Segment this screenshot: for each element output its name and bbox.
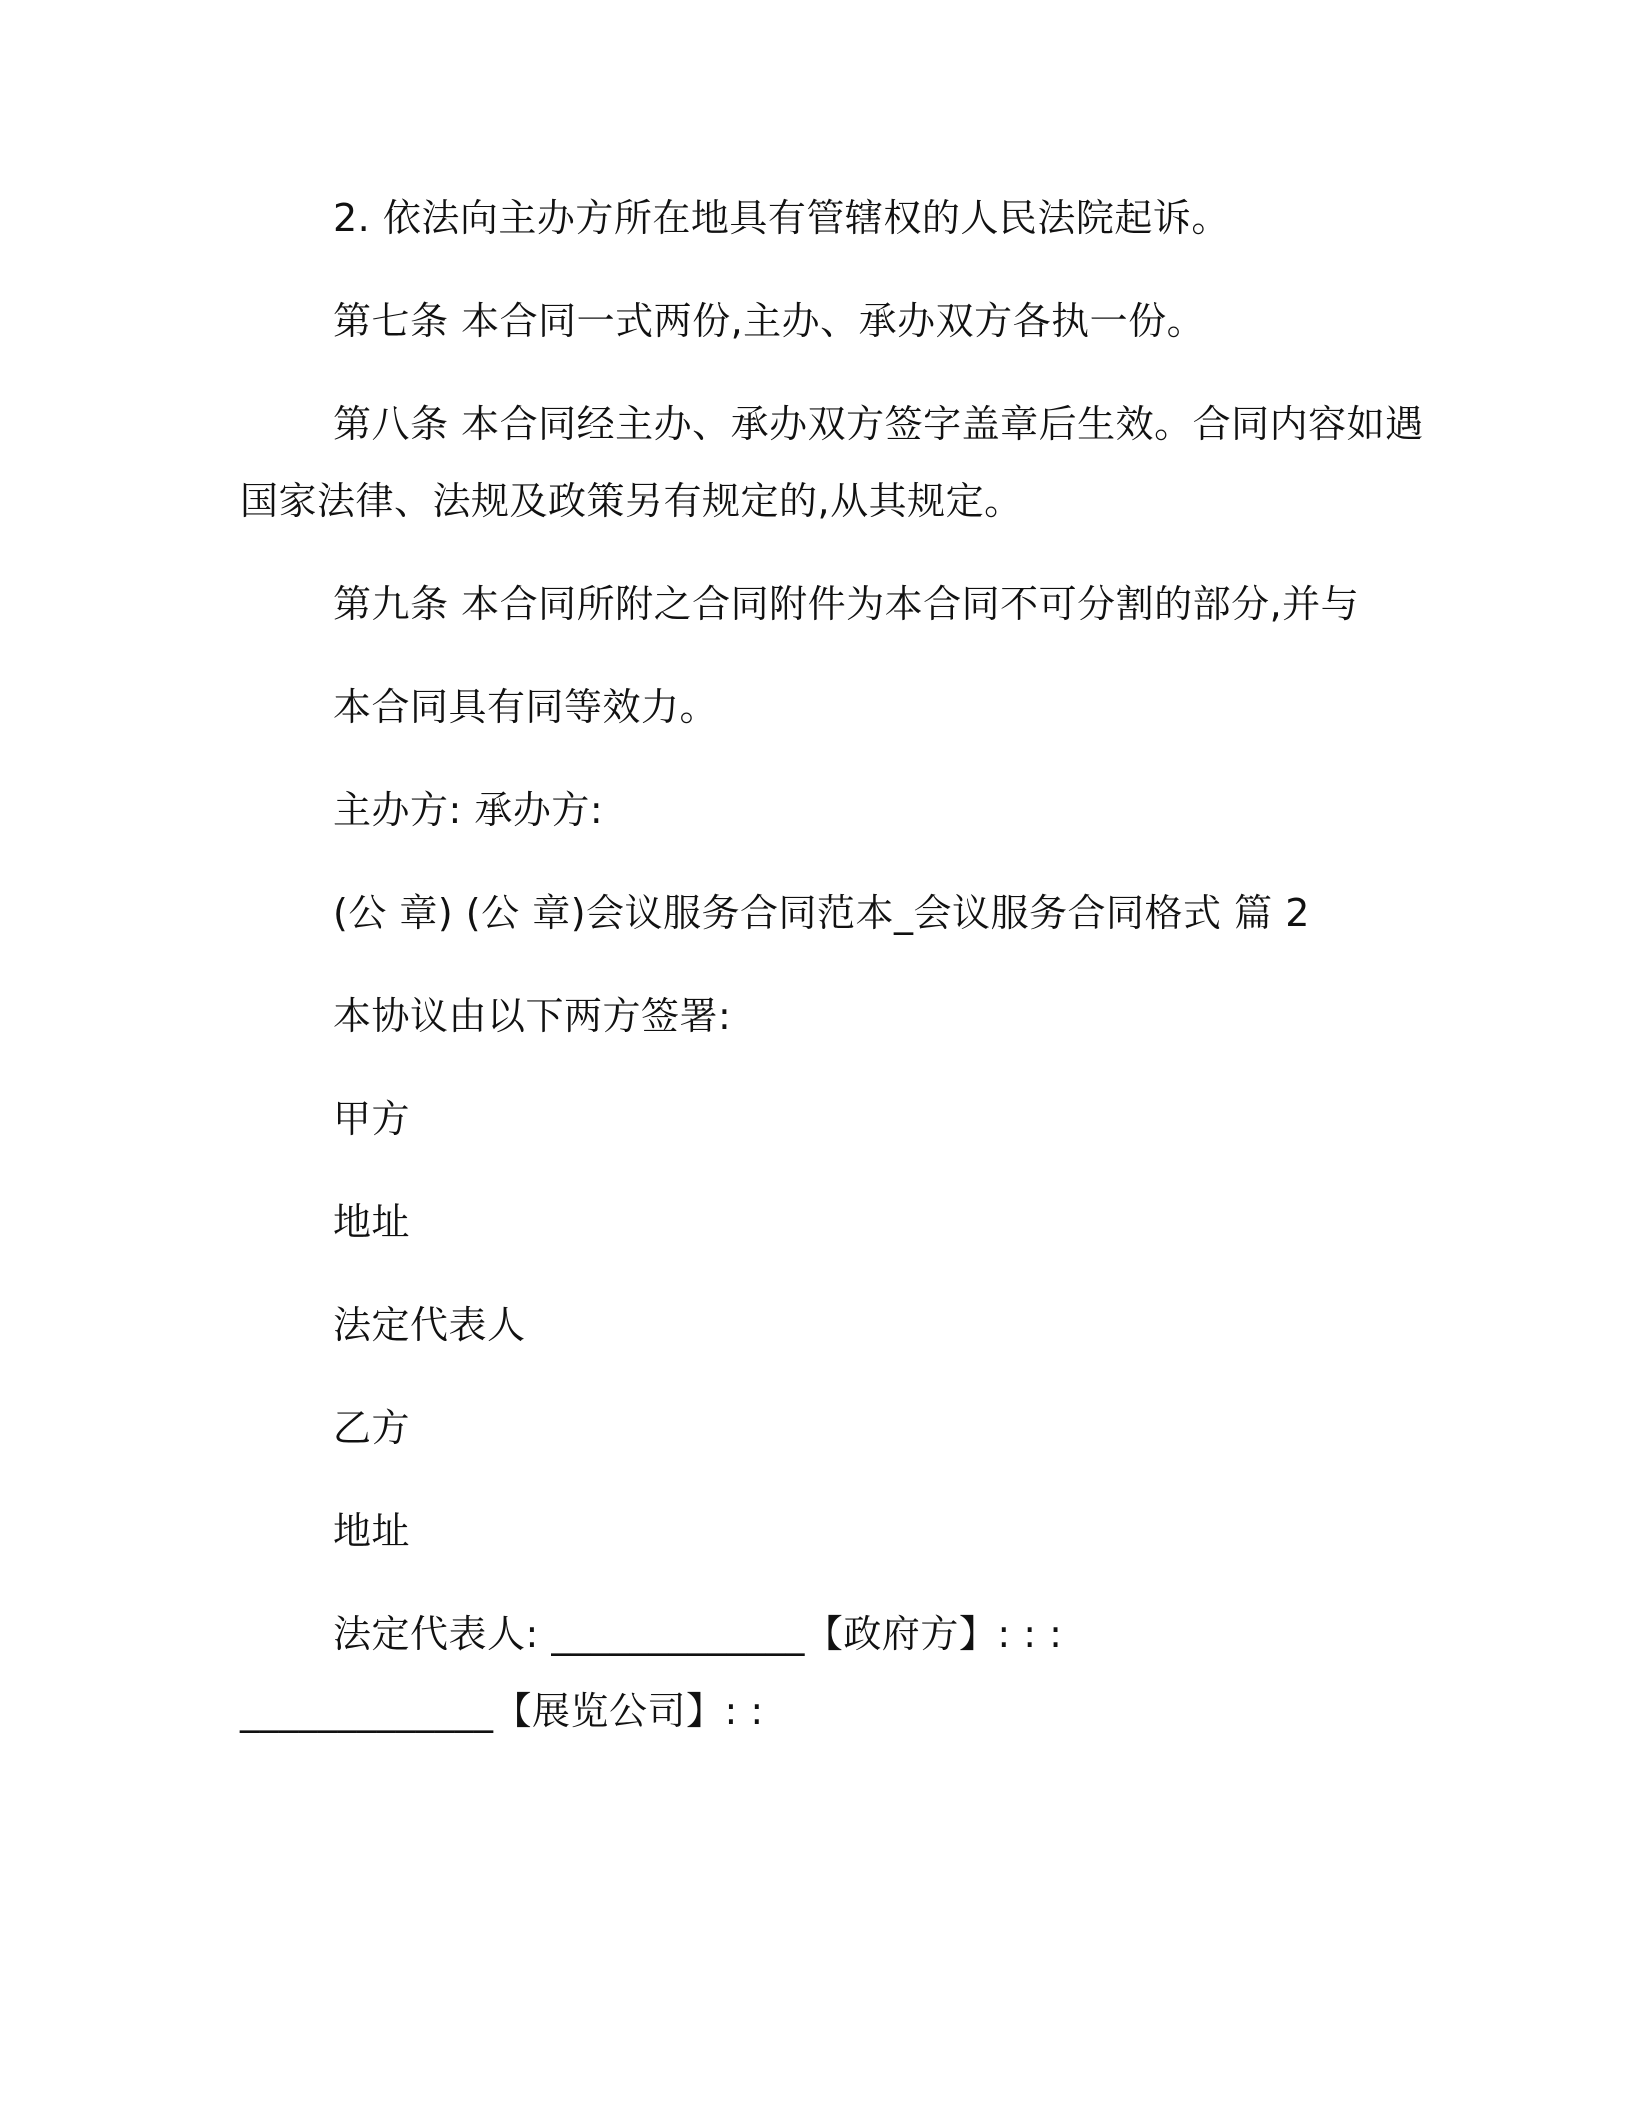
parties-line: 主办方: 承办方: xyxy=(333,788,604,832)
party-a-rep-label: 法定代表人 xyxy=(333,1303,526,1347)
exhibition-company-line: _____________【展览公司】: : xyxy=(240,1689,764,1733)
party-b-address-label: 地址 xyxy=(333,1509,411,1553)
article-8-text-line2: 国家法律、法规及政策另有规定的,从其规定。 xyxy=(240,479,1023,523)
party-a-address-label: 地址 xyxy=(333,1200,411,1244)
party-b-label: 乙方 xyxy=(333,1406,411,1450)
article-8-text-line1: 第八条 本合同经主办、承办双方签字盖章后生效。合同内容如遇 xyxy=(333,402,1424,446)
clause-2-text: 2. 依法向主办方所在地具有管辖权的人民法院起诉。 xyxy=(333,196,1230,240)
party-a-label: 甲方 xyxy=(333,1097,411,1141)
article-7-text: 第七条 本合同一式两份,主办、承办双方各执一份。 xyxy=(333,299,1206,343)
article-9-text-line2: 本合同具有同等效力。 xyxy=(333,685,719,729)
agreement-intro: 本协议由以下两方签署: xyxy=(333,994,732,1038)
article-9-text-line1: 第九条 本合同所附之合同附件为本合同不可分割的部分,并与 xyxy=(333,582,1360,626)
seal-and-heading-line: (公 章) (公 章)会议服务合同范本_会议服务合同格式 篇 2 xyxy=(333,891,1310,935)
party-b-rep-line: 法定代表人: _____________【政府方】: : : xyxy=(333,1612,1063,1656)
